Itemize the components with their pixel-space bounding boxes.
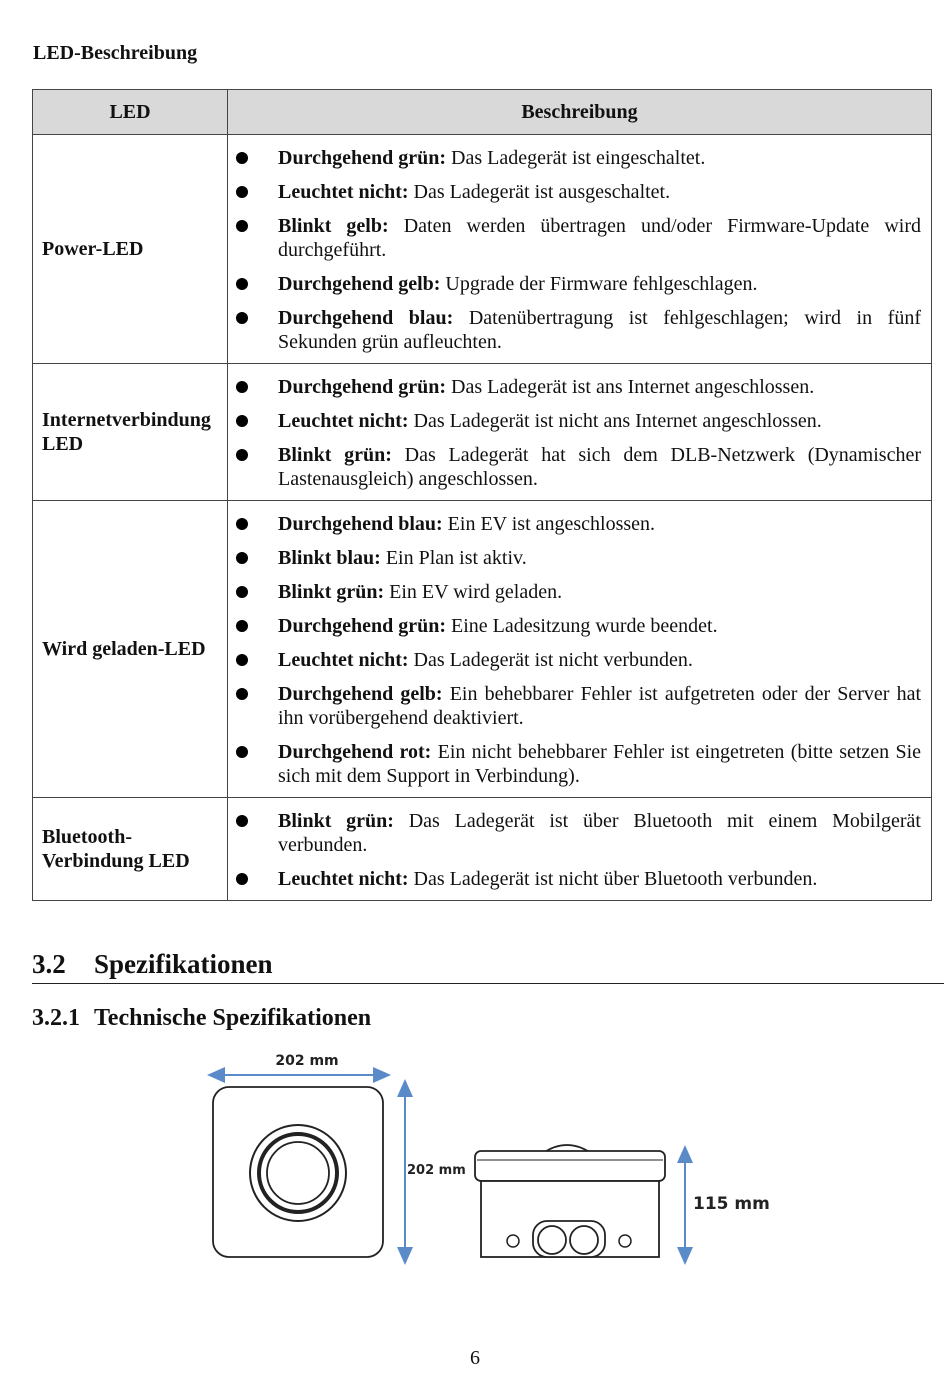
list-item — [234, 614, 921, 638]
table-row — [33, 364, 932, 501]
item-label: Blinkt blau: — [278, 547, 381, 569]
section-heading — [32, 947, 944, 984]
item-label: Leuchtet nicht: — [278, 649, 409, 671]
header-led: LED — [33, 90, 228, 135]
item-label: Leuchtet nicht: — [278, 868, 409, 890]
item-text: Das Ladegerät ist über Bluetooth mit einem Mobilgerät verbunden. — [278, 810, 921, 856]
bullet-icon — [236, 688, 248, 700]
bullet-icon — [236, 381, 248, 393]
depth-label: 115 mm — [693, 1194, 770, 1214]
list-item — [234, 867, 921, 891]
item-text: Das Ladegerät ist eingeschaltet. — [446, 147, 706, 169]
item-text: Das Ladegerät ist nicht verbunden. — [408, 649, 693, 671]
item-label: Durchgehend rot: — [278, 741, 432, 763]
table-row — [33, 501, 932, 798]
item-text: Ein behebbarer Fehler ist aufgetreten oder der Server hat ihn vorübergehend deaktiviert. — [278, 683, 921, 729]
section-number: 3.2 — [32, 949, 66, 979]
description-list — [234, 375, 921, 491]
table-caption: LED-Beschreibung — [33, 42, 198, 64]
led-description — [228, 501, 932, 798]
led-description — [228, 364, 932, 501]
list-item — [234, 214, 921, 262]
bullet-icon — [236, 552, 248, 564]
table-row — [33, 798, 932, 901]
description-list — [234, 512, 921, 788]
list-item — [234, 443, 921, 491]
header-beschreibung: Beschreibung — [228, 90, 932, 135]
item-label: Durchgehend gelb: — [278, 273, 441, 295]
item-label: Durchgehend gelb: — [278, 683, 443, 705]
item-label: Durchgehend grün: — [278, 376, 446, 398]
item-text: Das Ladegerät ist ans Internet angeschlossen. — [446, 376, 815, 398]
item-text: Das Ladegerät ist ausgeschaltet. — [408, 181, 671, 203]
table-header-row — [33, 90, 932, 135]
bullet-icon — [236, 220, 248, 232]
list-item — [234, 512, 921, 536]
list-item — [234, 306, 921, 354]
item-text: Upgrade der Firmware fehlgeschlagen. — [440, 273, 758, 295]
list-item — [234, 809, 921, 857]
item-text: Das Ladegerät ist nicht ans Internet angeschlossen. — [408, 410, 822, 432]
bullet-icon — [236, 312, 248, 324]
bullet-icon — [236, 746, 248, 758]
description-list — [234, 809, 921, 891]
list-item — [234, 409, 921, 433]
item-text: Datenübertragung ist fehlgeschlagen; wird in fünf Sekunden grün aufleuchten. — [278, 307, 921, 353]
bullet-icon — [236, 873, 248, 885]
item-label: Durchgehend blau: — [278, 513, 443, 535]
item-text: Eine Ladesitzung wurde beendet. — [446, 615, 718, 637]
item-label: Blinkt grün: — [278, 810, 394, 832]
item-label: Durchgehend blau: — [278, 307, 454, 329]
list-item — [234, 740, 921, 788]
list-item — [234, 546, 921, 570]
section-title: Spezifikationen — [94, 949, 273, 979]
item-label: Durchgehend grün: — [278, 147, 446, 169]
item-text: Das Ladegerät hat sich dem DLB-Netzwerk (Dynamischer Lastenausgleich) angeschlossen. — [278, 444, 921, 490]
led-table — [32, 89, 932, 901]
subsection-heading — [32, 1003, 371, 1033]
list-item — [234, 682, 921, 730]
item-text: Das Ladegerät ist nicht über Bluetooth verbunden. — [408, 868, 818, 890]
width-label: 202 mm — [275, 1053, 339, 1069]
list-item — [234, 580, 921, 604]
bullet-icon — [236, 278, 248, 290]
list-item — [234, 272, 921, 296]
front-view-device — [213, 1087, 383, 1257]
page-number: 6 — [470, 1347, 480, 1369]
list-item — [234, 375, 921, 399]
dimension-figure — [195, 1045, 795, 1270]
bullet-icon — [236, 449, 248, 461]
led-name: Wird geladen-LED — [33, 501, 228, 798]
description-list — [234, 146, 921, 354]
height-label: 202 mm — [407, 1163, 466, 1178]
item-label: Blinkt grün: — [278, 444, 392, 466]
item-label: Blinkt gelb: — [278, 215, 389, 237]
led-description — [228, 798, 932, 901]
item-label: Blinkt grün: — [278, 581, 385, 603]
subsection-title: Technische Spezifikationen — [94, 1005, 372, 1031]
bullet-icon — [236, 654, 248, 666]
item-text: Ein Plan ist aktiv. — [380, 547, 527, 569]
list-item — [234, 648, 921, 672]
list-item — [234, 180, 921, 204]
led-description — [228, 135, 932, 364]
side-view-device — [475, 1145, 665, 1257]
bullet-icon — [236, 586, 248, 598]
bullet-icon — [236, 415, 248, 427]
subsection-number: 3.2.1 — [32, 1005, 80, 1031]
bullet-icon — [236, 186, 248, 198]
bullet-icon — [236, 815, 248, 827]
item-text: Ein nicht behebbarer Fehler ist eingetreten (bitte setzen Sie sich mit dem Support in Verbindung). — [278, 741, 921, 787]
item-text: Ein EV wird geladen. — [384, 581, 563, 603]
item-label: Leuchtet nicht: — [278, 181, 409, 203]
led-name: Bluetooth-Verbindung LED — [33, 798, 228, 901]
item-label: Durchgehend grün: — [278, 615, 446, 637]
led-name: Power-LED — [33, 135, 228, 364]
item-text: Ein EV ist angeschlossen. — [442, 513, 656, 535]
list-item — [234, 146, 921, 170]
bullet-icon — [236, 620, 248, 632]
led-name: Internetverbindung LED — [33, 364, 228, 501]
item-text: Daten werden übertragen und/oder Firmware-Update wird durchgeführt. — [278, 215, 922, 261]
bullet-icon — [236, 152, 248, 164]
item-label: Leuchtet nicht: — [278, 410, 409, 432]
table-row — [33, 135, 932, 364]
bullet-icon — [236, 518, 248, 530]
